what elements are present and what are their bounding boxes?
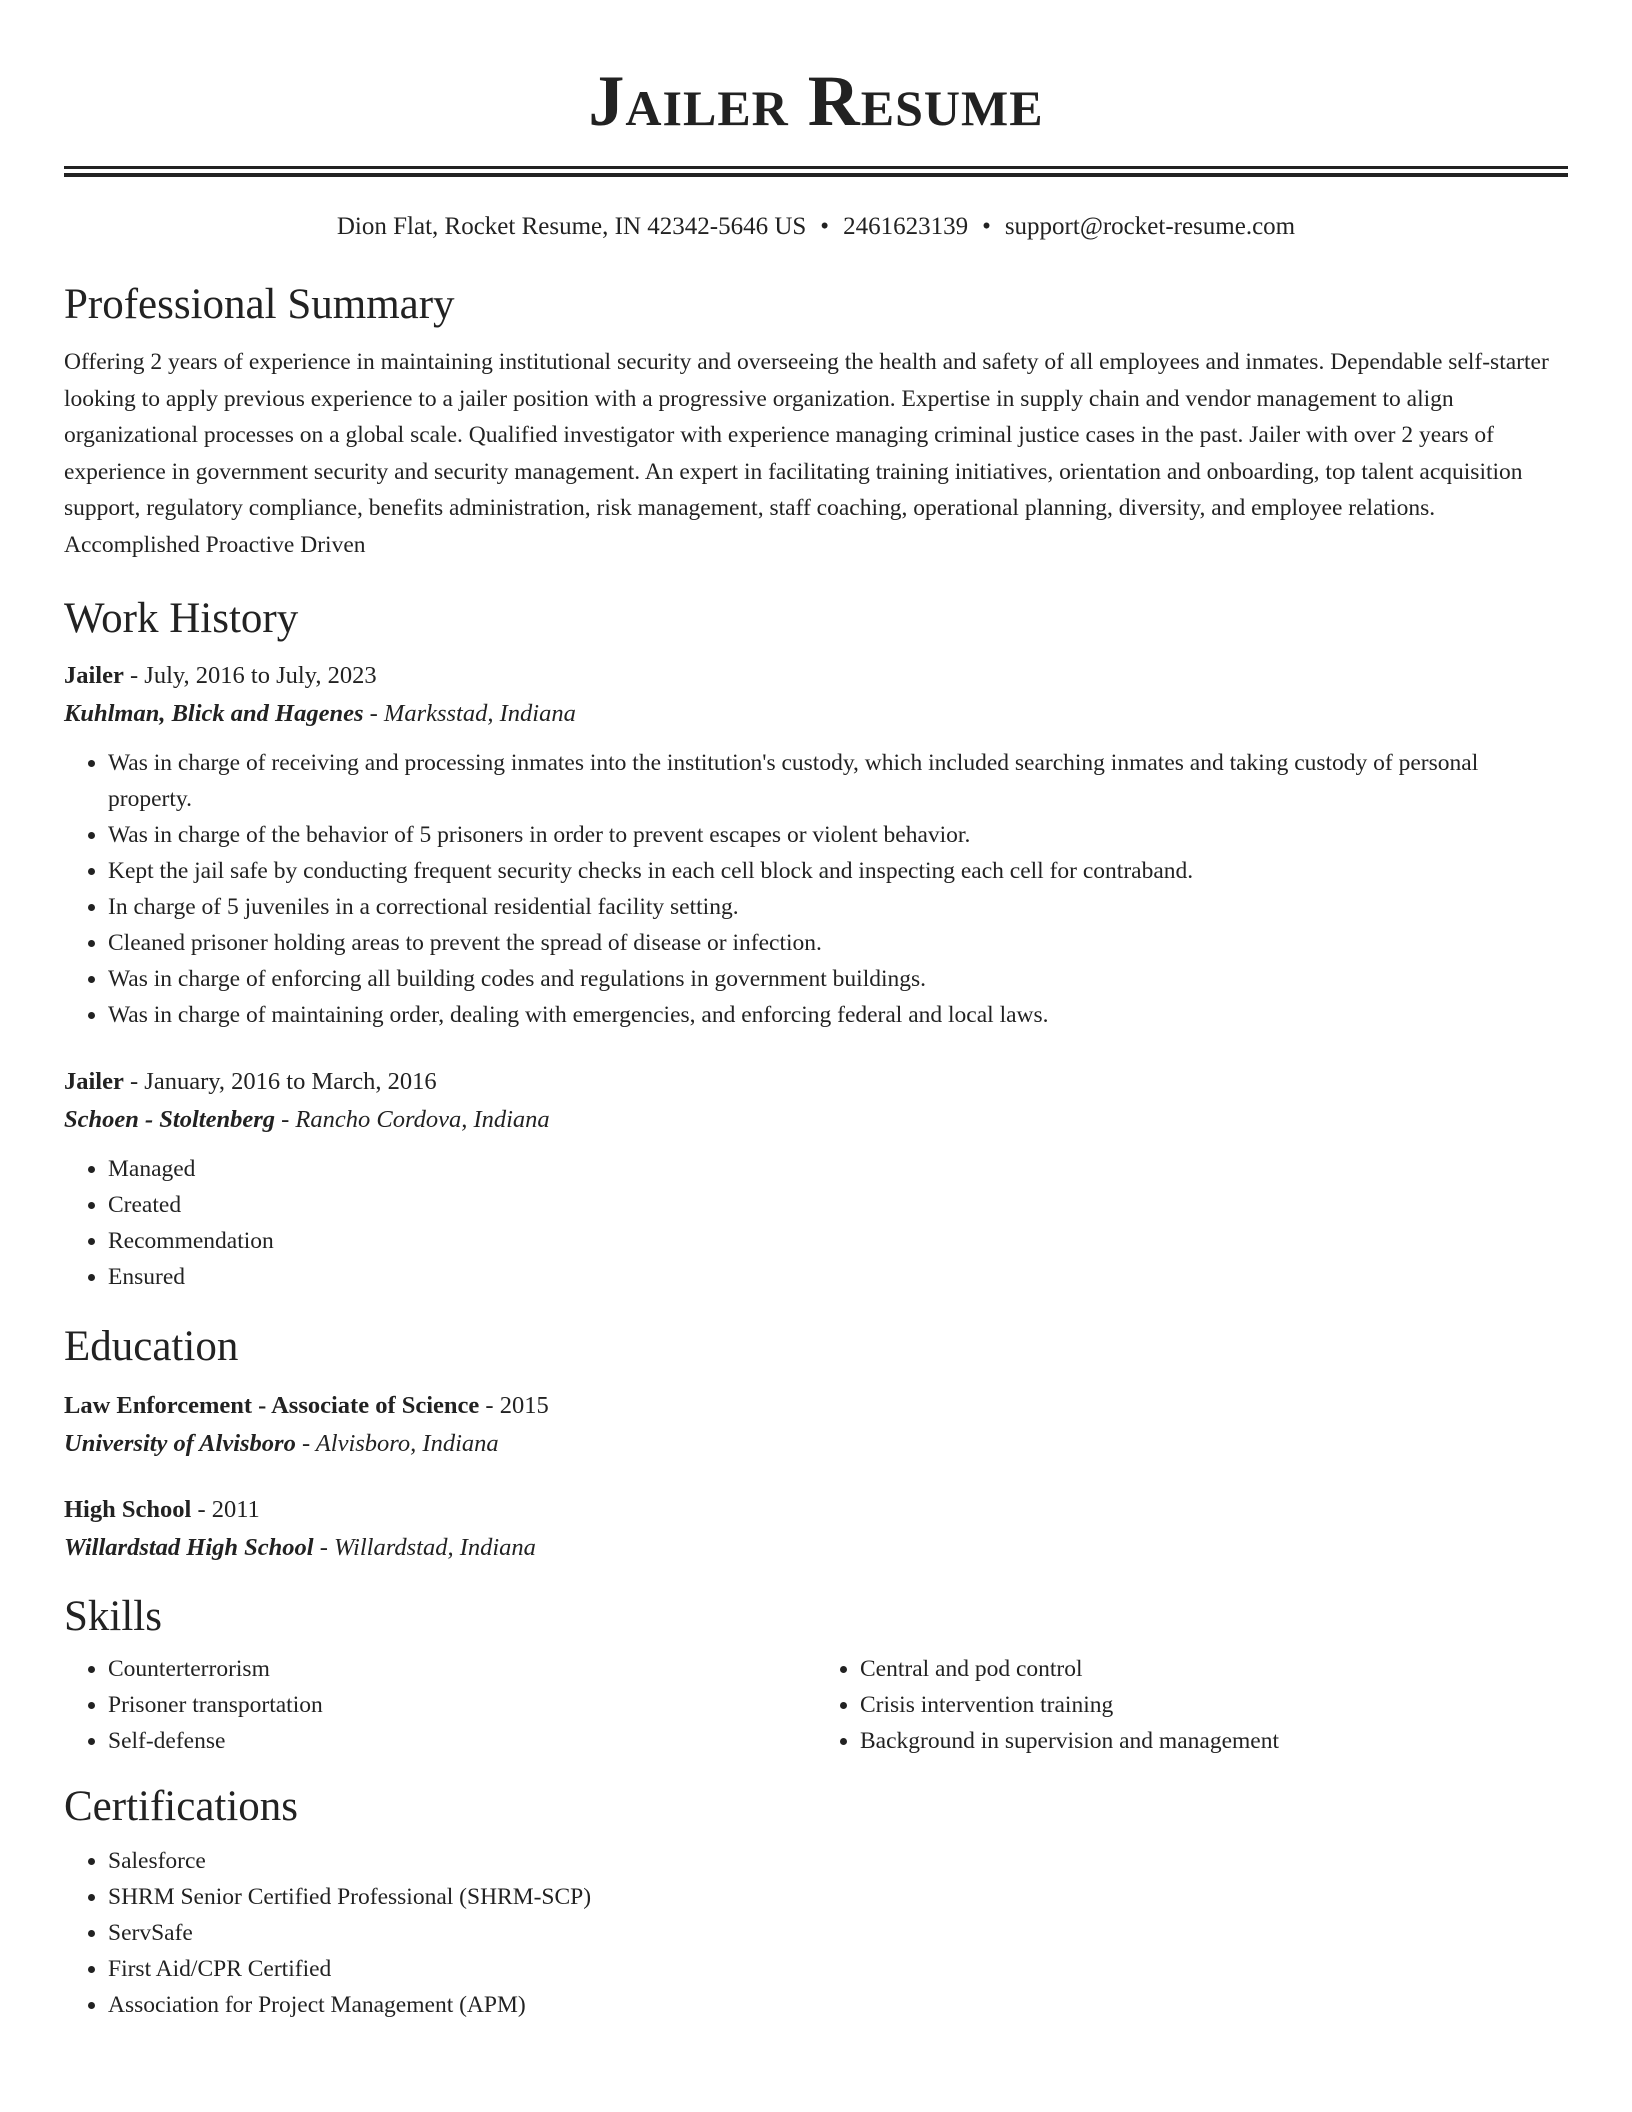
- contact-address: Dion Flat, Rocket Resume, IN 42342-5646 US: [336, 213, 807, 240]
- list-item: • Managed: [108, 1151, 1568, 1187]
- job-location: - Marksstad, Indiana: [363, 700, 576, 727]
- list-item: • Self-defense: [108, 1723, 816, 1759]
- degree-name: Law Enforcement - Associate of Science: [64, 1392, 480, 1419]
- list-item: • Salesforce: [108, 1843, 1568, 1879]
- school-location: - Willardstad, Indiana: [313, 1534, 536, 1561]
- certifications-list: [64, 1843, 1568, 2023]
- certifications-section: [64, 1781, 1568, 2023]
- job-duties-list: [64, 745, 1568, 1033]
- skills-list-left: [64, 1651, 816, 1759]
- list-item: • SHRM Senior Certified Professional (SHRM-SCP): [108, 1879, 1568, 1915]
- skills-heading: Skills: [64, 1593, 162, 1640]
- job-duties-list: [64, 1151, 1568, 1295]
- school-line: [64, 1425, 1568, 1463]
- school-location: - Alvisboro, Indiana: [295, 1430, 499, 1457]
- list-item: • Ensured: [108, 1259, 1568, 1295]
- contact-line: [64, 211, 1568, 243]
- contact-separator: •: [982, 213, 991, 240]
- job-company: Kuhlman, Blick and Hagenes: [64, 700, 364, 727]
- contact-phone: 2461623139: [843, 213, 969, 240]
- degree-name: High School: [64, 1496, 192, 1523]
- degree-line: [64, 1387, 1568, 1425]
- job-entry: [64, 1063, 1568, 1295]
- summary-heading: Professional Summary: [64, 281, 455, 328]
- list-item: • Background in supervision and management: [860, 1723, 1568, 1759]
- job-dates: - January, 2016 to March, 2016: [123, 1068, 437, 1095]
- summary-section: [64, 279, 1568, 563]
- list-item: • Counterterrorism: [108, 1651, 816, 1687]
- list-item: • Was in charge of receiving and processing inmates into the institution's custody, which included searching inmates and taking custody of personal property.: [108, 745, 1568, 817]
- contact-separator: •: [820, 213, 830, 240]
- job-company-line: [64, 695, 1568, 733]
- list-item: • Created: [108, 1187, 1568, 1223]
- list-item: • Crisis intervention training: [860, 1687, 1568, 1723]
- page-title: Jailer Resume: [588, 61, 1044, 141]
- skills-grid: [64, 1651, 1568, 1759]
- job-title: Jailer: [64, 1068, 124, 1095]
- education-entry: [64, 1387, 1568, 1463]
- education-entry: [64, 1491, 1568, 1567]
- list-item: • Kept the jail safe by conducting frequent security checks in each cell block and inspecting each cell for contraband.: [108, 853, 1568, 889]
- school-name: University of Alvisboro: [64, 1430, 296, 1457]
- list-item: • ServSafe: [108, 1915, 1568, 1951]
- job-title-line: [64, 657, 1568, 695]
- title-double-rule: [64, 166, 1568, 177]
- job-title-line: [64, 1063, 1568, 1101]
- skills-list-right: [816, 1651, 1568, 1759]
- work-history-section: [64, 593, 1568, 1295]
- job-dates: - July, 2016 to July, 2023: [123, 662, 377, 689]
- list-item: • Central and pod control: [860, 1651, 1568, 1687]
- work-history-heading: Work History: [64, 595, 299, 642]
- education-section: [64, 1321, 1568, 1567]
- degree-year: - 2015: [479, 1392, 549, 1419]
- list-item: • Association for Project Management (APM): [108, 1987, 1568, 2023]
- job-company-line: [64, 1101, 1568, 1139]
- school-line: [64, 1529, 1568, 1567]
- skills-section: [64, 1591, 1568, 1759]
- job-company: Schoen - Stoltenberg: [64, 1106, 275, 1133]
- contact-email: support@rocket-resume.com: [1004, 213, 1296, 240]
- summary-text: Offering 2 years of experience in maintaining institutional security and overseeing the health and safety of all employees and inmates. Dependable self-starter looking to apply previous experience to a jailer position with a progressive organization. Expertise in supply chain and vendor management to align organizational processes on a global scale. Qualified investigator with experience managing criminal justice cases in the past. Jailer with over 2 years of experience in government security and security management. An expert in facilitating training initiatives, orientation and onboarding, top talent acquisition support, regulatory compliance, benefits administration, risk management, staff coaching, operational planning, diversity, and employee relations. Accomplished Proactive Driven: [64, 349, 1549, 558]
- degree-line: [64, 1491, 1568, 1529]
- education-heading: Education: [64, 1323, 239, 1370]
- job-location: - Rancho Cordova, Indiana: [275, 1106, 550, 1133]
- job-entry: [64, 657, 1568, 1033]
- list-item: • In charge of 5 juveniles in a correctional residential facility setting.: [108, 889, 1568, 925]
- certifications-heading: Certifications: [64, 1783, 299, 1830]
- list-item: • Recommendation: [108, 1223, 1568, 1259]
- school-name: Willardstad High School: [64, 1534, 314, 1561]
- job-title: Jailer: [64, 662, 124, 689]
- list-item: • Cleaned prisoner holding areas to prevent the spread of disease or infection.: [108, 925, 1568, 961]
- list-item: • Prisoner transportation: [108, 1687, 816, 1723]
- list-item: • First Aid/CPR Certified: [108, 1951, 1568, 1987]
- degree-year: - 2011: [191, 1496, 260, 1523]
- list-item: • Was in charge of the behavior of 5 prisoners in order to prevent escapes or violent behavior.: [108, 817, 1568, 853]
- list-item: • Was in charge of enforcing all building codes and regulations in government buildings.: [108, 961, 1568, 997]
- list-item: • Was in charge of maintaining order, dealing with emergencies, and enforcing federal and local laws.: [108, 997, 1568, 1033]
